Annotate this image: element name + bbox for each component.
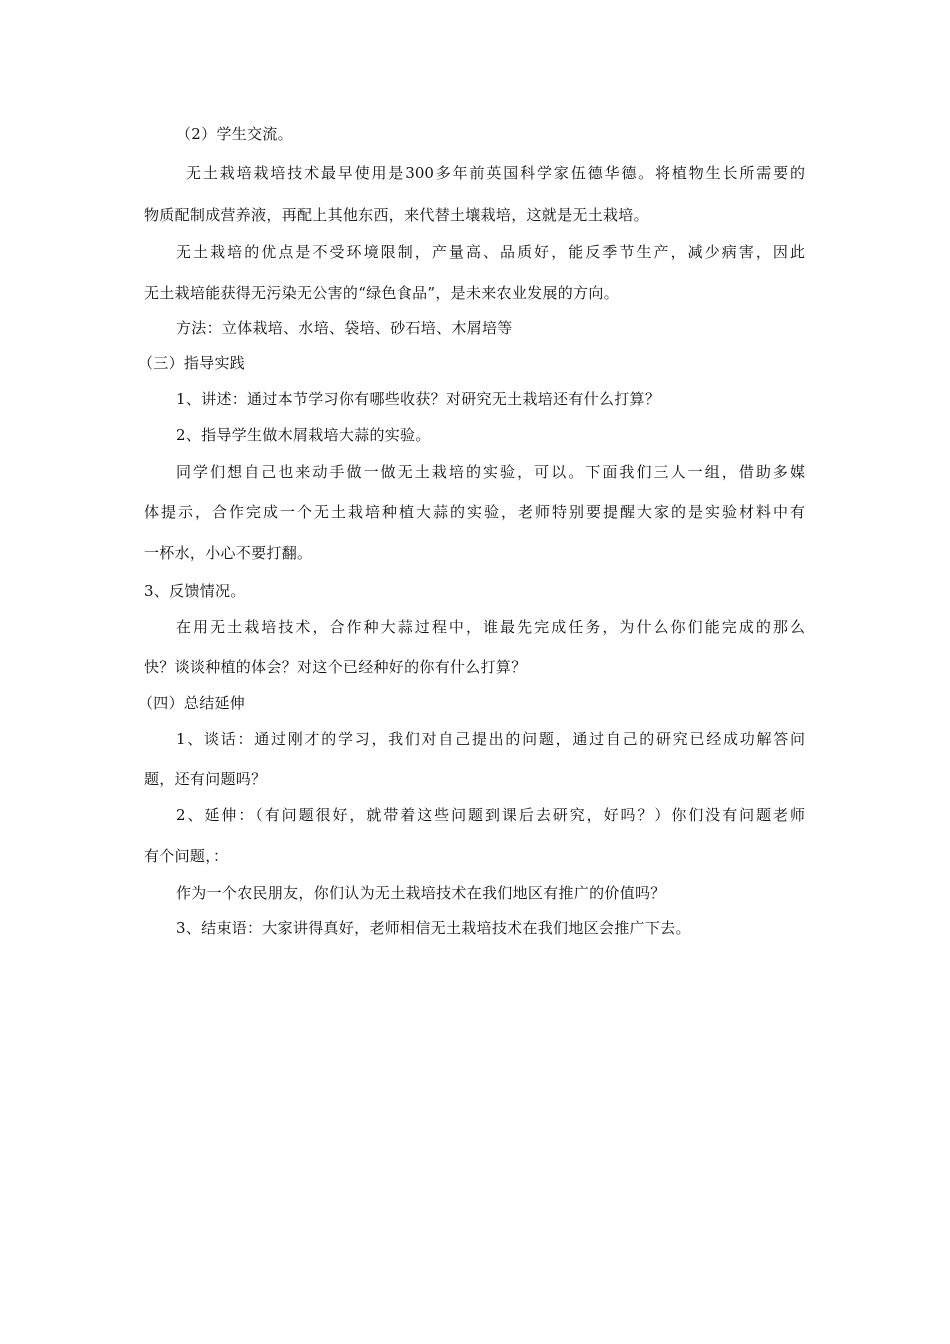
text-line: 有个问题，： [144,847,229,865]
text-line: 在用无土栽培技术，合作种大蒜过程中，谁最先完成任务，为什么你们能完成的那么 [176,618,805,636]
text-line: 无土栽培能获得无污染无公害的“绿色食品”，是未来农业发展的方向。 [144,284,619,302]
section-heading: （四）总结延伸 [138,694,246,712]
text-line: 3、反馈情况。 [144,582,246,600]
text-line: 方法：立体栽培、水培、袋培、砂石培、木屑培等 [176,319,513,337]
text-line: 2、指导学生做木屑栽培大蒜的实验。 [176,426,431,444]
text-line: 2、延伸：（有问题很好，就带着这些问题到课后去研究，好吗？）你们没有问题老师 [176,806,805,824]
text-line: 1、谈话：通过刚才的学习，我们对自己提出的问题，通过自己的研究已经成功解答问 [176,730,805,748]
text-line: 题，还有问题吗？ [144,770,267,788]
text-line: （2）学生交流。 [176,125,293,143]
text-line: 体提示，合作完成一个无土栽培种植大蒜的实验，老师特别要提醒大家的是实验材料中有 [144,503,805,521]
text-line: 无土栽培的优点是不受环境限制，产量高、品质好，能反季节生产，减少病害，因此 [176,243,805,261]
text-line: 一杯水，小心不要打翻。 [144,544,313,562]
text-line: 同学们想自己也来动手做一做无土栽培的实验，可以。下面我们三人一组，借助多媒 [176,463,805,481]
text-line: 快？谈谈种植的体会？对这个已经种好的你有什么打算？ [144,658,527,676]
text-line: 作为一个农民朋友，你们认为无土栽培技术在我们地区有推广的价值吗？ [176,884,666,902]
text-line: 1、讲述：通过本节学习你有哪些收获？对研究无土栽培还有什么打算？ [176,390,661,408]
text-line: 无土栽培栽培技术最早使用是300多年前英国科学家伍德华德。将植物生长所需要的 [186,164,805,182]
text-line: 物质配制成营养液，再配上其他东西，来代替土壤栽培，这就是无土栽培。 [144,206,649,224]
text-line: 3、结束语：大家讲得真好，老师相信无土栽培技术在我们地区会推广下去。 [176,919,691,937]
section-heading: （三）指导实践 [138,354,246,372]
